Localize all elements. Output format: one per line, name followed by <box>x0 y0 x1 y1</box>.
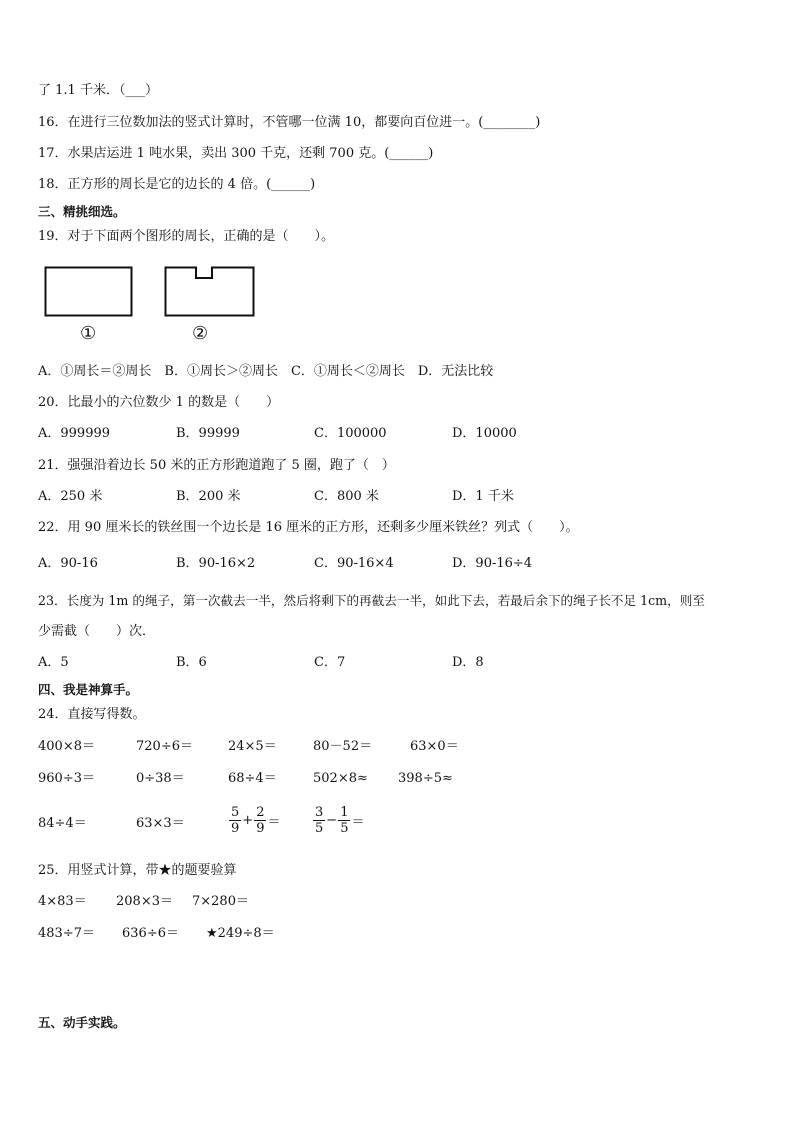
calc-24-fraction-sum: 5 9 + $\frac{2}{9}$ ＝ <box>231 805 281 836</box>
q22-option-a: A．90-16 <box>38 556 98 571</box>
q22-option-b: B．90-16×2 <box>176 556 256 571</box>
fraction-1-5: $\frac{1}{5}$ <box>340 805 349 836</box>
figure-2-label: ② <box>192 323 209 344</box>
question-25: 25．用竖式计算，带★的题要验算 <box>38 863 237 878</box>
figure-1-label: ① <box>80 323 97 344</box>
calc-24-r1-2: 720÷6＝ <box>136 739 193 754</box>
q20-option-a: A．999999 <box>38 426 111 441</box>
question-24: 24．直接写得数。 <box>38 707 146 722</box>
question-23-line1: 23．长度为 1m 的绳子，第一次截去一半，然后将剩下的再截去一半，如此下去，若最后余下的绳子长不足 1cm，则至 <box>38 593 705 608</box>
q20-option-d: D．10000 <box>452 426 517 441</box>
calc-24-r1-4: 80－52＝ <box>313 739 373 754</box>
fraction-2-9: $\frac{2}{9}$ <box>256 805 265 836</box>
calc-24-r1-3: 24×5＝ <box>228 739 277 754</box>
calc-25-r1-1: 4×83＝ <box>38 894 87 909</box>
calc-24-r2-4: 502×8≈ <box>313 771 368 786</box>
calc-25-r2-1: 483÷7＝ <box>38 926 95 941</box>
calc-24-r2-5: 398÷5≈ <box>398 771 453 786</box>
q22-option-c: C．90-16×4 <box>314 556 394 571</box>
question-23-line2: 少需截（ ）次． <box>38 624 156 639</box>
q21-option-d: D．1 千米 <box>452 489 514 504</box>
q20-option-c: C．100000 <box>314 426 387 441</box>
q23-option-c: C．7 <box>314 655 346 670</box>
q21-option-c: C．800 米 <box>314 489 379 504</box>
question-18: 18．正方形的周长是它的边长的 4 倍。(______) <box>38 177 316 192</box>
question-15-tail: 了 1.1 千米．（___） <box>38 83 158 98</box>
question-19-options: A．①周长＝②周长 B．①周长＞②周长 C．①周长＜②周长 D．无法比较 <box>38 364 494 379</box>
calc-24-r3-2: 63×3＝ <box>136 816 185 831</box>
fraction-5-9: 5 9 <box>231 805 240 836</box>
calc-24-r3-1: 84÷4＝ <box>38 816 87 831</box>
question-22: 22．用 90 厘米长的铁丝围一个边长是 16 厘米的正方形，还剩多少厘米铁丝？列式（ ）。 <box>38 520 579 535</box>
calc-24-r1-1: 400×8＝ <box>38 739 95 754</box>
calc-25-r2-3: ★249÷8＝ <box>206 926 275 941</box>
calc-24-r2-3: 68÷4＝ <box>228 771 277 786</box>
q22-option-d: D．90-16÷4 <box>452 556 533 571</box>
calc-25-r1-3: 7×280＝ <box>192 894 249 909</box>
question-21: 21．强强沿着边长 50 米的正方形跑道跑了 5 圈，跑了（ ） <box>38 458 395 473</box>
section-3-heading: 三、精挑细选。 <box>38 204 126 219</box>
q20-option-b: B．99999 <box>176 426 240 441</box>
calc-25-r2-2: 636÷6＝ <box>122 926 179 941</box>
calc-24-r2-2: 0÷38＝ <box>136 771 185 786</box>
question-17: 17．水果店运进 1 吨水果，卖出 300 千克，还剩 700 克。(______) <box>38 146 434 161</box>
question-16: 16．在进行三位数加法的竖式计算时，不管哪一位满 10，都要向百位进一。(________) <box>38 115 541 130</box>
calc-24-fraction-difference: 3 5 − $\frac{1}{5}$ ＝ <box>315 805 365 836</box>
section-4-heading: 四、我是神算手。 <box>38 682 139 697</box>
q23-option-d: D．8 <box>452 655 484 670</box>
question-19: 19．对于下面两个图形的周长，正确的是（ ）。 <box>38 229 335 244</box>
q23-option-a: A．5 <box>38 655 69 670</box>
fraction-3-5: 3 5 <box>315 805 324 836</box>
calc-24-r2-1: 960÷3＝ <box>38 771 95 786</box>
q23-option-b: B．6 <box>176 655 207 670</box>
calc-24-r1-5: 63×0＝ <box>410 739 459 754</box>
question-20: 20．比最小的六位数少 1 的数是（ ） <box>38 395 280 410</box>
section-5-heading: 五、动手实践。 <box>38 1015 126 1030</box>
figure-2-notched-rectangle <box>164 266 256 318</box>
calc-25-r1-2: 208×3＝ <box>116 894 173 909</box>
figure-1-rectangle <box>44 266 134 318</box>
q21-option-b: B．200 米 <box>176 489 241 504</box>
q21-option-a: A．250 米 <box>38 489 103 504</box>
